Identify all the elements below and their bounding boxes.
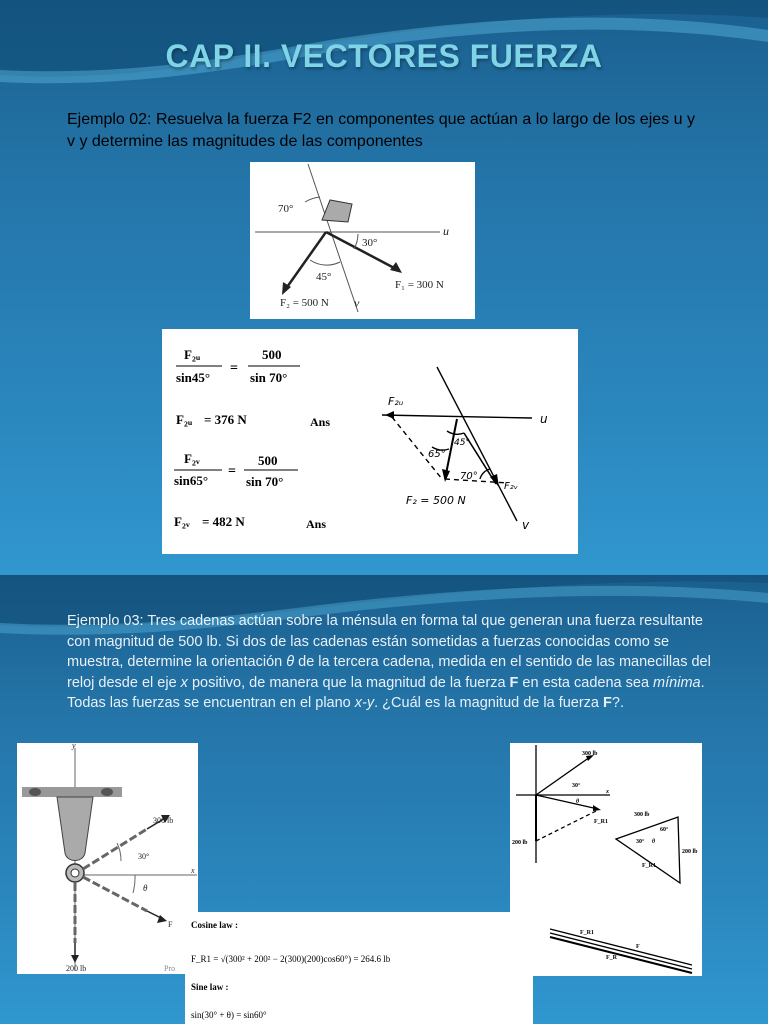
sketch-f2v-label: F₂ᵥ: [504, 481, 518, 492]
solution-figure: [162, 329, 578, 554]
eq1-den-right: sin 70°: [250, 370, 288, 385]
bracket-chains-figure: [17, 743, 198, 974]
example-02-statement: Ejemplo 02: Resuelva la fuerza F2 en componentes que actúan a lo largo de los ejes u y v y determine las magnitudes de las componentes: [67, 111, 695, 150]
slide-title: CAP II. VECTORES FUERZA: [165, 38, 603, 74]
top-300lb-label: 300 lb: [582, 751, 598, 757]
sketch-70-label: 70°: [460, 471, 478, 482]
bracket-y-axis-label: y: [72, 743, 76, 750]
ans2-label: Ans: [306, 517, 327, 531]
vector-solution-figure: [510, 743, 702, 976]
res1-value: = 376 N: [204, 412, 247, 427]
angle-30-label: 30°: [362, 237, 378, 249]
eq2-num-right: 500: [258, 453, 278, 468]
bracket-300lb-label: 300 lb: [153, 816, 174, 825]
f1-label: F₁ = 300 N: [395, 279, 444, 291]
cosine-law-equation: F_R1 = √(300² + 200² − 2(300)(200)cos60°) = 264.6 lb: [191, 954, 391, 964]
eq1-num-right: 500: [262, 347, 282, 362]
bottom-F-label: F: [636, 944, 640, 950]
eq1-num-left: F₂ᵤ: [184, 347, 201, 362]
bracket-svg: [17, 743, 198, 974]
example-03-statement: Ejemplo 03: Tres cadenas actúan sobre la ménsula en forma tal que generan una fuerza resultante con magnitud de 500 lb. Si dos de las cadenas están sometidas a fuerzas conocidas como se muestra, determine la orientación θ de la tercera cadena, medida en el sentido de las manecillas del reloj desde el eje x positivo, de manera que la magnitud de la fuerza F en esta cadena sea mínima. Todas las fuerzas se encuentran en el plano x-y. ¿Cuál es la magnitud de la fuerza F?.: [67, 613, 711, 711]
eq2-den-right: sin 70°: [246, 474, 284, 489]
solution-svg: [162, 329, 578, 554]
tri-fr1-label: F_R1: [642, 863, 656, 869]
sketch-f2-label: F₂ = 500 N: [406, 494, 466, 507]
top-x-label: x: [606, 789, 609, 795]
angle-70-label: 70°: [278, 203, 294, 215]
angle-45-label: 45°: [316, 271, 332, 283]
bracket-30deg-label: 30°: [138, 852, 150, 861]
res2-value: = 482 N: [202, 514, 245, 529]
bracket-F-label: F: [168, 920, 173, 929]
eq1-den-left: sin45°: [176, 370, 211, 385]
f2-label: F₂ = 500 N: [280, 297, 329, 309]
res2-label: F₂ᵥ: [174, 514, 190, 529]
eq2-num-left: F₂ᵥ: [184, 451, 200, 466]
bottom-fr1-label: F_R1: [580, 930, 594, 936]
svg-text:=: =: [230, 361, 238, 376]
sketch-v-label: v: [522, 518, 530, 532]
vector-svg: [510, 743, 702, 976]
cosine-law-label: Cosine law :: [191, 920, 238, 930]
axis-v-label: v: [354, 296, 360, 310]
res1-label: F₂ᵤ: [176, 412, 193, 427]
svg-text:=: =: [228, 464, 236, 479]
bracket-pro-label: Pro: [164, 964, 176, 973]
sketch-45-label: 45°: [454, 438, 470, 448]
bottom-fr-label: F_R: [606, 955, 617, 961]
sine-law-equation: sin(30° + θ) = sin60°: [191, 1010, 267, 1020]
tri-60deg-label: 60°: [660, 827, 669, 833]
slide-2: [0, 575, 768, 1024]
tri-30deg-label: 30°: [636, 839, 645, 845]
top-200lb-label: 200 lb: [512, 840, 528, 846]
sketch-f2u-label: F₂ᵤ: [388, 395, 404, 408]
tri-theta-label: θ: [652, 839, 656, 845]
sketch-u-label: u: [540, 412, 548, 426]
tri-200lb-label: 200 lb: [682, 849, 698, 855]
laws-svg: [185, 912, 533, 1024]
top-30deg-label: 30°: [572, 783, 581, 789]
axis-u-label: u: [443, 224, 449, 238]
bracket-200lb-label: 200 lb: [66, 964, 87, 973]
bracket-theta-label: θ: [143, 883, 148, 893]
tri-300lb-label: 300 lb: [634, 812, 650, 818]
laws-figure: [185, 912, 533, 1024]
ans1-label: Ans: [310, 415, 331, 429]
eq2-den-left: sin65°: [174, 473, 209, 488]
top-theta-label: θ: [576, 799, 580, 805]
top-fr1-label: F_R1: [594, 819, 608, 825]
bracket-x-axis-label: x: [191, 866, 195, 875]
sine-law-label: Sine law :: [191, 982, 229, 992]
sketch-65-label: 65°: [428, 449, 446, 460]
force-diagram-svg: [250, 162, 475, 319]
force-diagram-figure: [250, 162, 475, 319]
